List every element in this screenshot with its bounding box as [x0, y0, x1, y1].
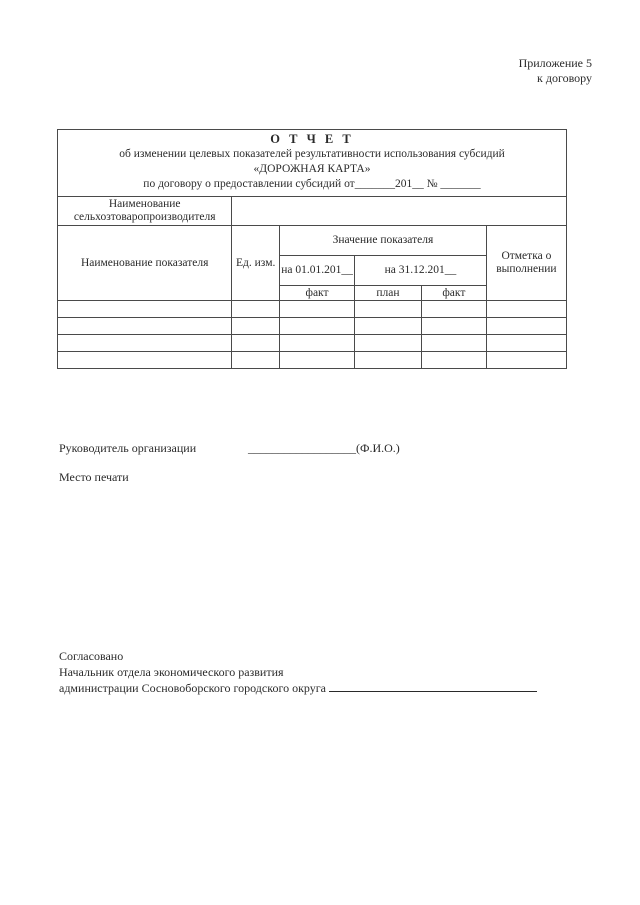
table-cell[interactable] — [58, 352, 232, 369]
report-title: О Т Ч Е Т — [270, 132, 354, 146]
table-cell[interactable] — [58, 318, 232, 335]
approver-position-line2 — [59, 680, 537, 696]
appendix-number: Приложение 5 — [518, 56, 592, 70]
report-subtitle: об изменении целевых показателей результативности использования субсидий — [119, 148, 505, 160]
stamp-place-label: Место печати — [59, 470, 129, 484]
table-cell[interactable] — [280, 318, 355, 335]
org-row — [58, 197, 567, 226]
col-fact2-header: факт — [421, 286, 486, 301]
col-mark-header: Отметка о выполнении — [486, 226, 566, 301]
table-cell[interactable] — [355, 318, 422, 335]
col-fact1-header: факт — [280, 286, 355, 301]
table-cell[interactable] — [421, 352, 486, 369]
table-cell[interactable] — [232, 301, 280, 318]
report-contract-line: по договору о предоставлении субсидий от_______201__ № _______ — [143, 178, 481, 190]
table-cell[interactable] — [58, 335, 232, 352]
appendix-contract-ref: к договору — [537, 71, 592, 85]
table-cell[interactable] — [421, 301, 486, 318]
table-cell[interactable] — [232, 352, 280, 369]
table-cell[interactable] — [486, 318, 566, 335]
org-value-cell[interactable] — [232, 197, 567, 226]
table-cell[interactable] — [232, 318, 280, 335]
approver-position-text: администрации Сосновоборского городского округа — [59, 681, 326, 695]
table-cell[interactable] — [486, 335, 566, 352]
org-label: Наименование сельхозтоваропроизводителя — [58, 197, 232, 226]
table-row — [58, 301, 567, 318]
approval-block — [59, 648, 537, 696]
table-row — [58, 352, 567, 369]
approval-label: Согласовано — [59, 649, 124, 663]
table-cell[interactable] — [58, 301, 232, 318]
header-row-1 — [58, 226, 567, 256]
report-header-row — [58, 130, 567, 197]
table-cell[interactable] — [355, 352, 422, 369]
table-row — [58, 335, 567, 352]
table-cell[interactable] — [280, 301, 355, 318]
report-table — [57, 129, 567, 369]
approver-position-line1: Начальник отдела экономического развития — [59, 665, 284, 679]
col-date1-header: на 01.01.201__ — [280, 256, 355, 286]
table-cell[interactable] — [280, 335, 355, 352]
table-cell[interactable] — [280, 352, 355, 369]
table-row — [58, 318, 567, 335]
col-plan-header: план — [355, 286, 422, 301]
table-cell[interactable] — [486, 301, 566, 318]
col-indicator-header: Наименование показателя — [58, 226, 232, 301]
table-cell[interactable] — [421, 335, 486, 352]
table-cell[interactable] — [232, 335, 280, 352]
leader-label: Руководитель организации — [59, 441, 197, 455]
leader-signature-line[interactable]: __________________(Ф.И.О.) — [248, 441, 400, 455]
col-date2-header: на 31.12.201__ — [355, 256, 487, 286]
table-cell[interactable] — [355, 301, 422, 318]
table-cell[interactable] — [486, 352, 566, 369]
col-unit-header: Ед. изм. — [232, 226, 280, 301]
report-header — [58, 130, 567, 197]
table-cell[interactable] — [421, 318, 486, 335]
appendix-reference — [519, 56, 592, 86]
report-roadmap-label: «ДОРОЖНАЯ КАРТА» — [253, 163, 371, 175]
approver-signature-line[interactable] — [329, 680, 537, 692]
table-cell[interactable] — [355, 335, 422, 352]
col-value-header: Значение показателя — [280, 226, 487, 256]
